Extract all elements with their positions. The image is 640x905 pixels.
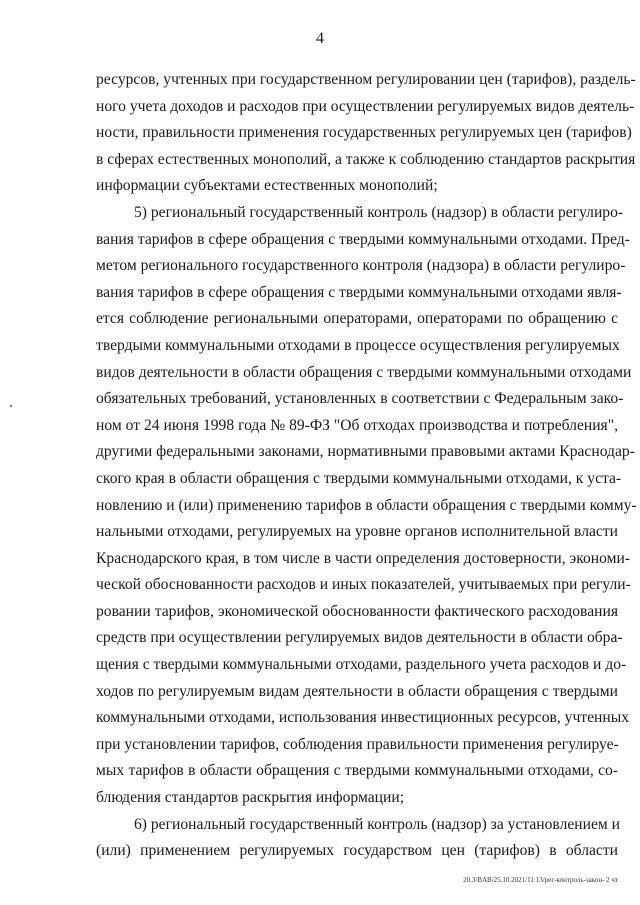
margin-mark [10,405,12,407]
paragraph-5-start: 5) региональный государственный контроль (надзор) в области регулиро- [134,203,624,221]
text-line: коммунальными отходами, использования инвестиционных ресурсов, учтенных [96,709,630,727]
text-line: ном от 24 июня 1998 года № 89-ФЗ "Об отходах производства и потребления", [96,416,618,434]
text-line: Краснодарского края, в том числе в части определения достоверности, экономи- [96,549,631,567]
text-line: информации субъектами естественных монополий; [96,177,438,195]
text-line: новлению и (или) применению тарифов в области обращения с твердыми комму- [96,496,637,514]
text-line: (или) применением регулируемых государством цен (тарифов) в области [96,842,618,860]
text-line: ческой обоснованности расходов и иных показателей, учитываемых при регули- [96,576,631,594]
text-line: метом регионального государственного контроля (надзора) в области регулиро- [96,257,626,275]
text-line: вания тарифов в сфере обращения с твердыми коммунальными отходами явля- [96,283,622,301]
text-line: блюдения стандартов раскрытия информации; [96,789,405,807]
text-line: ходов по регулируемым видам деятельности в области обращения с твердыми [96,682,618,700]
paragraph-6-start: 6) региональный государственный контроль (надзор) за установлением и [134,815,621,833]
document-body [96,67,637,865]
text-line: обязательных требований, установленных в соответствии с Федеральным зако- [96,390,624,408]
text-line: вания тарифов в сфере обращения с твердыми коммунальными отходами. Пред- [96,230,630,248]
text-line: при установлении тарифов, соблюдения правильности применения регулируе- [96,735,619,753]
page-number: 4 [316,30,324,47]
text-line: ется соблюдение региональными операторами, операторами по обращению с [96,310,618,328]
text-line: средств при осуществлении регулируемых видов деятельности в области обра- [96,629,623,647]
text-line: ского края в области обращения с твердыми коммунальными отходами, к уста- [96,469,622,487]
text-line: в сферах естественных монополий, а также к соблюдению стандартов раскрытия [96,150,636,168]
text-line: другими федеральными законами, нормативными правовыми актами Краснодар- [96,443,635,461]
text-line: видов деятельности в области обращения с твердыми коммунальными отходами [96,363,632,381]
text-line: ности, правильности применения государственных регулируемых цен (тарифов) [96,124,632,142]
text-line: твердыми коммунальными отходами в процессе осуществления регулируемых [96,336,620,354]
footer-stamp: 20.3/BAB/25.10.2021/11:13/рег-контроль-закон- 2 чт [463,876,618,884]
text-line: ного учета доходов и расходов при осуществлении регулируемых видов деятель- [96,97,635,115]
text-line: нальными отходами, регулируемых на уровне органов исполнительной власти [96,523,618,541]
text-line: ресурсов, учтенных при государственном регулировании цен (тарифов), раздель- [96,71,636,88]
text-line: ровании тарифов, экономической обоснованности фактического расходования [96,602,618,620]
text-line: мых тарифов в области обращения с твердыми коммунальными отходами, со- [96,762,618,780]
text-line: щения с твердыми коммунальными отходами, раздельного учета расходов и до- [96,656,627,674]
